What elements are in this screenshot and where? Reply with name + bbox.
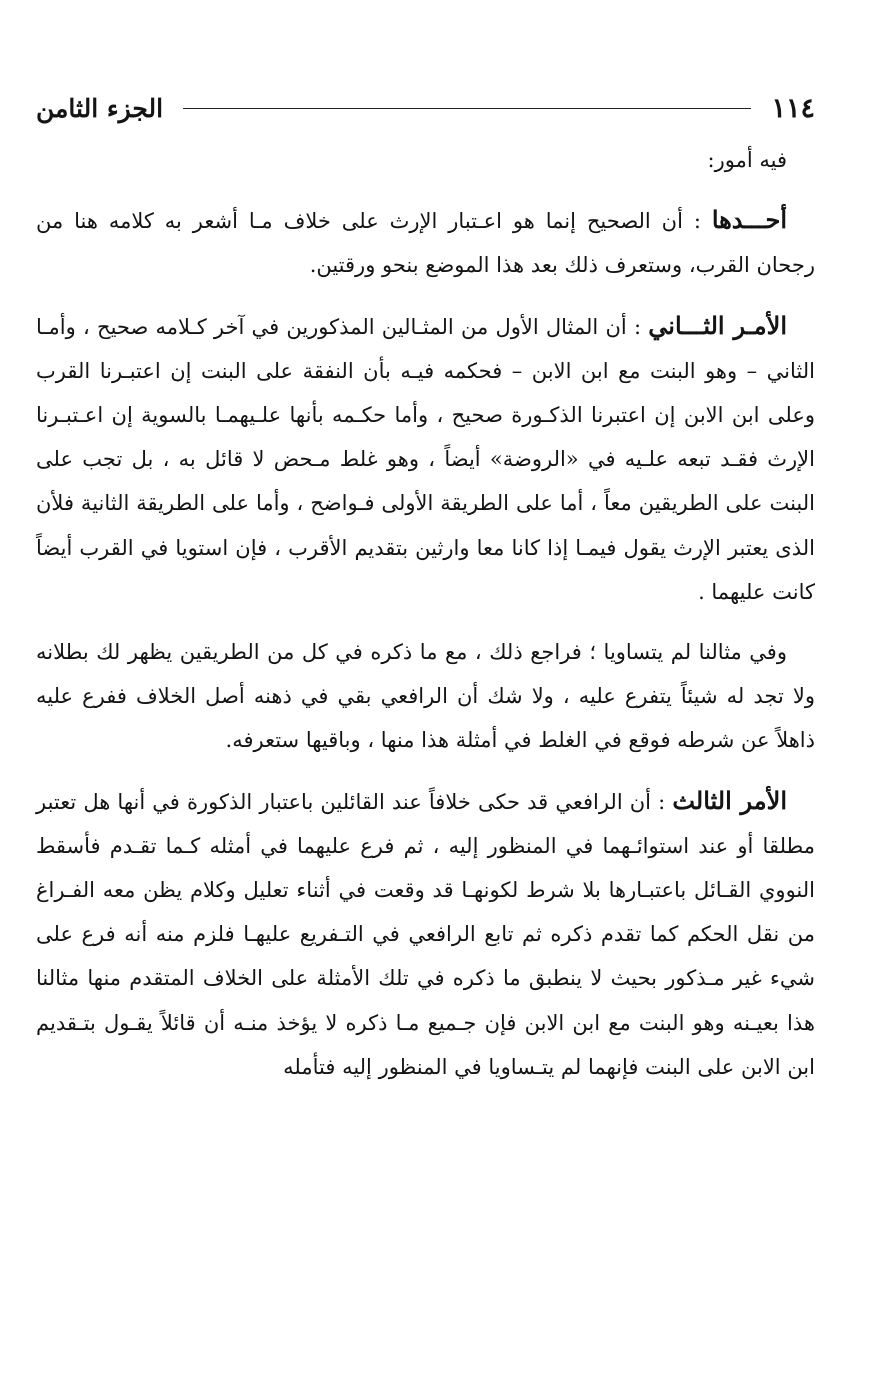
running-title: الجزء الثامن <box>36 93 164 123</box>
intro-line: فيه أمور: <box>707 148 787 172</box>
section-heading-second: الأمـر الثـــاني <box>648 310 787 340</box>
page-header <box>36 86 815 130</box>
paragraph-text: : أن الصحيح إنما هو اعـتبار الإرث على خلاف مـا أشعر به كلامه هنا من رجحان القرب، وستعرف ذلك بعد هذا الموضع بنحو ورقتين. <box>36 209 815 278</box>
page-number: ١١٤ <box>771 92 815 124</box>
paragraph-text: وفي مثالنا لم يتساويا ؛ فراجع ذلك ، مع ما ذكره في كل من الطريقين يظهر لك بطلانه ولا تجد له شيئاً يتفرع عليه ، ولا شك أن الرافعي بقي في ذهنه أصل الخلاف ففرع عليه ذاهلاً عن شرطه فوقع في الغلط في أمثلة هذا منها ، وباقيها ستعرفه. <box>36 640 815 753</box>
section-heading-third: الأمر الثالث <box>672 785 787 815</box>
book-page <box>36 86 815 1346</box>
paragraph-first-matter <box>36 198 815 287</box>
body-text <box>36 138 815 1089</box>
section-heading-first: أحـــدها <box>711 205 787 235</box>
paragraph-second-matter <box>36 304 815 614</box>
paragraph-text: : أن المثال الأول من المثـالين المذكورين في آخر كـلامه صحيح ، وأمـا الثاني – وهو البنت مع ابن الابن – فحكمه فيـه بأن النفقة على البنت إن اعتبـرنا القرب وعلى ابن الابن إن اعتبرنا الذكـورة صحيح ، وأما حكـمه بأنها علـيهمـا بالسوية إن اعـتبـرنا الإرث فقـد تبعه علـيه في «الروضة» أيضاً ، وهو غلط مـحض لا قائل به ، بل تجب على البنت على الطريقين معاً ، أما على الطريقة الأولى فـواضح ، وأما على الطريقة الثانية فلأن الذى يعتبر الإرث يقول فيمـا إذا كانا معا وارثين بتقديم الأقرب ، فإن استويا في القرب أيضاً كانت عليهما . <box>36 314 815 604</box>
paragraph-third-matter <box>36 779 815 1089</box>
paragraph-text: : أن الرافعي قد حكى خلافاً عند القائلين باعتبار الذكورة في أنها هل تعتبر مطلقا أو عند استوائـهما في المنظور إليه ، ثم فرع عليهما في أمثله كـما تقـدم فأسقط النووي القـائل باعتبـارها بلا شرط لكونهـا قد وقعت في أثناء تعليل وكلام يظن معه الفـراغ من نقل الحكم كما تقدم ذكره ثم تابع الرافعي في التـفريع عليهـا فلزم منه أنه فرع على شيء غير مـذكور بحيث لا ينطبق ما ذكره في تلك الأمثلة على الخلاف المتقدم منها مثالنا هذا بعيـنه وهو البنت مع ابن الابن فإن جـميع مـا ذكره لا يؤخذ منـه أن قائلاً يقـول بتـقديم ابن الابن على البنت فإنهما لم يتـساويا في المنظور إليه فتأمله <box>36 789 815 1079</box>
header-rule <box>183 108 751 109</box>
paragraph-continuation <box>36 630 815 763</box>
